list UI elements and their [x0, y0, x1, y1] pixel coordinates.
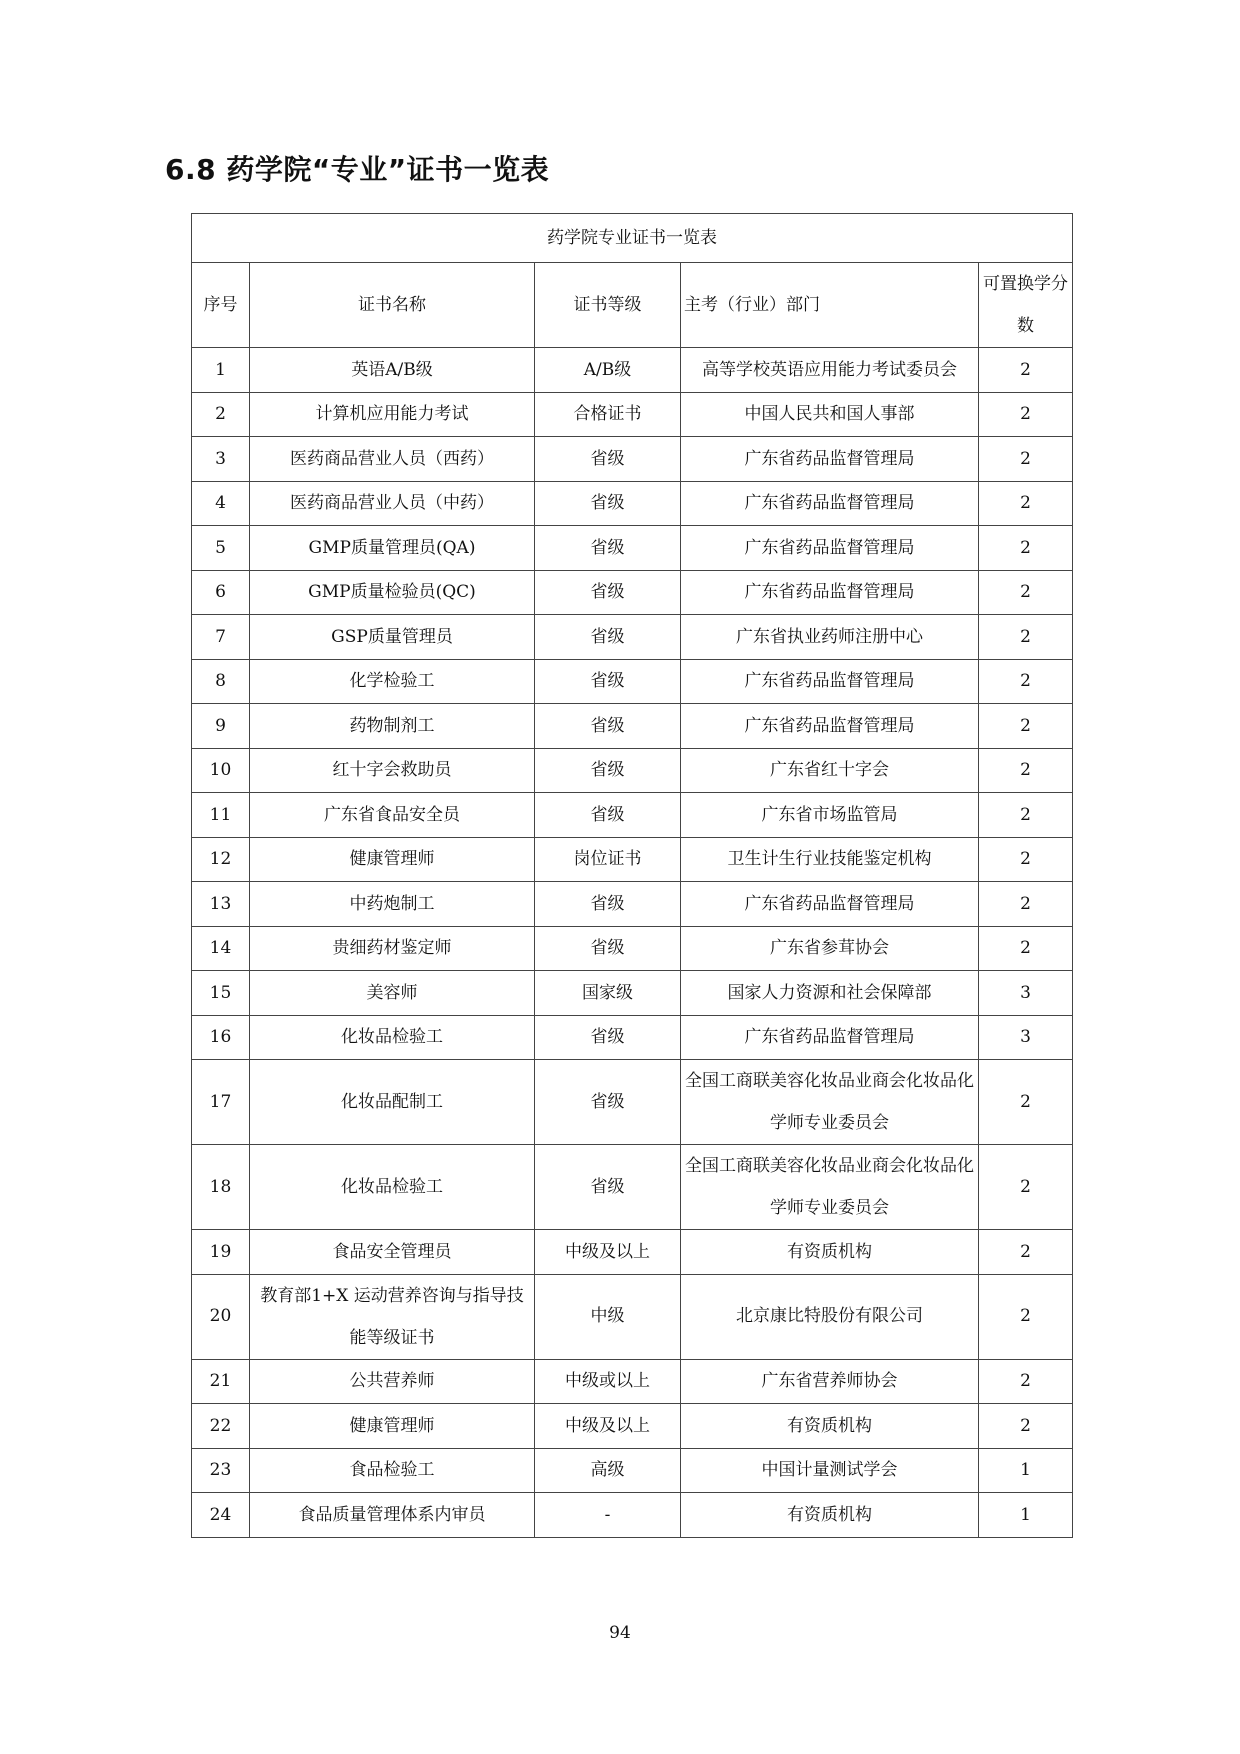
cell-level: 省级 [535, 526, 681, 571]
cell-level: 省级 [535, 659, 681, 704]
cell-credit: 1 [979, 1448, 1073, 1493]
cell-level: 合格证书 [535, 392, 681, 437]
cell-level: 省级 [535, 1145, 681, 1230]
cell-dept: 北京康比特股份有限公司 [681, 1274, 979, 1359]
cell-credit: 2 [979, 481, 1073, 526]
cell-no: 10 [192, 748, 250, 793]
cell-no: 4 [192, 481, 250, 526]
cell-level: - [535, 1493, 681, 1538]
cell-level: 省级 [535, 926, 681, 971]
cell-name: 红十字会救助员 [250, 748, 535, 793]
table-row [192, 526, 1073, 571]
cell-level: 省级 [535, 1060, 681, 1145]
cell-level: 省级 [535, 437, 681, 482]
table-row [192, 1448, 1073, 1493]
cell-name: 食品安全管理员 [250, 1230, 535, 1275]
cell-credit: 3 [979, 1015, 1073, 1060]
cell-name: 健康管理师 [250, 837, 535, 882]
cell-dept: 中国计量测试学会 [681, 1448, 979, 1493]
table-row [192, 837, 1073, 882]
table-row [192, 437, 1073, 482]
cell-level: 省级 [535, 1015, 681, 1060]
cell-dept: 广东省药品监督管理局 [681, 704, 979, 749]
cell-level: 中级及以上 [535, 1230, 681, 1275]
table-caption: 药学院专业证书一览表 [192, 214, 1073, 263]
cell-credit: 2 [979, 1230, 1073, 1275]
cell-credit: 2 [979, 1404, 1073, 1449]
cell-name: GMP质量管理员(QA) [250, 526, 535, 571]
table-row [192, 882, 1073, 927]
cell-level: 省级 [535, 481, 681, 526]
cell-dept: 全国工商联美容化妆品业商会化妆品化学师专业委员会 [681, 1060, 979, 1145]
cell-name: 化妆品配制工 [250, 1060, 535, 1145]
page-number: 94 [609, 1623, 631, 1643]
cell-name: 广东省食品安全员 [250, 793, 535, 838]
cell-no: 2 [192, 392, 250, 437]
cell-name: 医药商品营业人员（中药） [250, 481, 535, 526]
cell-name: 贵细药材鉴定师 [250, 926, 535, 971]
cell-name: 医药商品营业人员（西药） [250, 437, 535, 482]
cell-no: 1 [192, 348, 250, 393]
table-row [192, 1359, 1073, 1404]
cell-level: 省级 [535, 704, 681, 749]
cell-credit: 2 [979, 926, 1073, 971]
cell-dept: 中国人民共和国人事部 [681, 392, 979, 437]
cell-name: GMP质量检验员(QC) [250, 570, 535, 615]
cell-no: 11 [192, 793, 250, 838]
cell-name: 教育部1+X 运动营养咨询与指导技能等级证书 [250, 1274, 535, 1359]
header-credit: 可置换学分数 [979, 263, 1073, 348]
cell-level: 中级及以上 [535, 1404, 681, 1449]
cell-name: 食品检验工 [250, 1448, 535, 1493]
table-row [192, 570, 1073, 615]
cell-credit: 2 [979, 570, 1073, 615]
table-row [192, 392, 1073, 437]
cell-dept: 广东省市场监管局 [681, 793, 979, 838]
cell-dept: 广东省参茸协会 [681, 926, 979, 971]
cell-no: 21 [192, 1359, 250, 1404]
cell-dept: 国家人力资源和社会保障部 [681, 971, 979, 1016]
cell-credit: 2 [979, 1274, 1073, 1359]
cell-credit: 2 [979, 392, 1073, 437]
cell-dept: 广东省药品监督管理局 [681, 659, 979, 704]
cell-level: 省级 [535, 882, 681, 927]
cell-level: A/B级 [535, 348, 681, 393]
cell-credit: 2 [979, 1359, 1073, 1404]
table-row [192, 1060, 1073, 1145]
cell-dept: 有资质机构 [681, 1493, 979, 1538]
cell-no: 19 [192, 1230, 250, 1275]
table-row [192, 704, 1073, 749]
cell-credit: 2 [979, 704, 1073, 749]
cell-name: 英语A/B级 [250, 348, 535, 393]
certificate-table [191, 213, 1073, 1538]
cell-name: 美容师 [250, 971, 535, 1016]
cell-no: 20 [192, 1274, 250, 1359]
cell-no: 7 [192, 615, 250, 660]
cell-level: 高级 [535, 1448, 681, 1493]
table-row [192, 793, 1073, 838]
cell-credit: 2 [979, 1060, 1073, 1145]
cell-no: 8 [192, 659, 250, 704]
cell-name: 健康管理师 [250, 1404, 535, 1449]
table-row [192, 748, 1073, 793]
header-dept: 主考（行业）部门 [681, 263, 979, 348]
cell-no: 12 [192, 837, 250, 882]
cell-dept: 广东省营养师协会 [681, 1359, 979, 1404]
cell-no: 15 [192, 971, 250, 1016]
table-row [192, 926, 1073, 971]
cell-dept: 广东省药品监督管理局 [681, 481, 979, 526]
cell-credit: 2 [979, 348, 1073, 393]
cell-credit: 2 [979, 748, 1073, 793]
cell-credit: 2 [979, 882, 1073, 927]
cell-credit: 2 [979, 1145, 1073, 1230]
cell-no: 9 [192, 704, 250, 749]
cell-name: 中药炮制工 [250, 882, 535, 927]
cell-level: 省级 [535, 793, 681, 838]
cell-name: 化妆品检验工 [250, 1145, 535, 1230]
cell-dept: 有资质机构 [681, 1404, 979, 1449]
cell-credit: 2 [979, 615, 1073, 660]
table-caption-row [192, 214, 1073, 263]
cell-credit: 2 [979, 659, 1073, 704]
cell-no: 16 [192, 1015, 250, 1060]
cell-level: 中级 [535, 1274, 681, 1359]
cell-name: 药物制剂工 [250, 704, 535, 749]
header-level: 证书等级 [535, 263, 681, 348]
header-no: 序号 [192, 263, 250, 348]
cell-level: 省级 [535, 615, 681, 660]
header-name: 证书名称 [250, 263, 535, 348]
cell-dept: 全国工商联美容化妆品业商会化妆品化学师专业委员会 [681, 1145, 979, 1230]
page-heading: 6.8 药学院“专业”证书一览表 [165, 153, 550, 186]
table-header-row [192, 263, 1073, 348]
table-row [192, 481, 1073, 526]
cell-credit: 2 [979, 437, 1073, 482]
cell-credit: 2 [979, 837, 1073, 882]
table-row [192, 615, 1073, 660]
cell-no: 5 [192, 526, 250, 571]
cell-credit: 2 [979, 526, 1073, 571]
cell-dept: 高等学校英语应用能力考试委员会 [681, 348, 979, 393]
table-row [192, 659, 1073, 704]
cell-no: 18 [192, 1145, 250, 1230]
cell-name: GSP质量管理员 [250, 615, 535, 660]
cell-credit: 2 [979, 793, 1073, 838]
cell-credit: 1 [979, 1493, 1073, 1538]
cell-credit: 3 [979, 971, 1073, 1016]
cell-dept: 广东省药品监督管理局 [681, 437, 979, 482]
cell-level: 省级 [535, 748, 681, 793]
cell-no: 6 [192, 570, 250, 615]
table-row [192, 1145, 1073, 1230]
cell-dept: 广东省药品监督管理局 [681, 1015, 979, 1060]
cell-name: 食品质量管理体系内审员 [250, 1493, 535, 1538]
cell-no: 23 [192, 1448, 250, 1493]
cell-no: 24 [192, 1493, 250, 1538]
table-row [192, 971, 1073, 1016]
table-row [192, 1230, 1073, 1275]
cell-level: 中级或以上 [535, 1359, 681, 1404]
cell-no: 14 [192, 926, 250, 971]
table-row [192, 1404, 1073, 1449]
table-row [192, 348, 1073, 393]
cell-dept: 广东省药品监督管理局 [681, 526, 979, 571]
cell-no: 22 [192, 1404, 250, 1449]
cell-no: 13 [192, 882, 250, 927]
cell-name: 公共营养师 [250, 1359, 535, 1404]
cell-name: 化妆品检验工 [250, 1015, 535, 1060]
cell-level: 省级 [535, 570, 681, 615]
table-row [192, 1493, 1073, 1538]
cell-dept: 卫生计生行业技能鉴定机构 [681, 837, 979, 882]
cell-name: 化学检验工 [250, 659, 535, 704]
cell-no: 17 [192, 1060, 250, 1145]
cell-dept: 广东省药品监督管理局 [681, 882, 979, 927]
cell-level: 岗位证书 [535, 837, 681, 882]
cell-level: 国家级 [535, 971, 681, 1016]
cell-dept: 广东省红十字会 [681, 748, 979, 793]
cell-dept: 有资质机构 [681, 1230, 979, 1275]
cell-name: 计算机应用能力考试 [250, 392, 535, 437]
table-row [192, 1015, 1073, 1060]
cell-dept: 广东省执业药师注册中心 [681, 615, 979, 660]
table-row [192, 1274, 1073, 1359]
cell-no: 3 [192, 437, 250, 482]
cell-dept: 广东省药品监督管理局 [681, 570, 979, 615]
